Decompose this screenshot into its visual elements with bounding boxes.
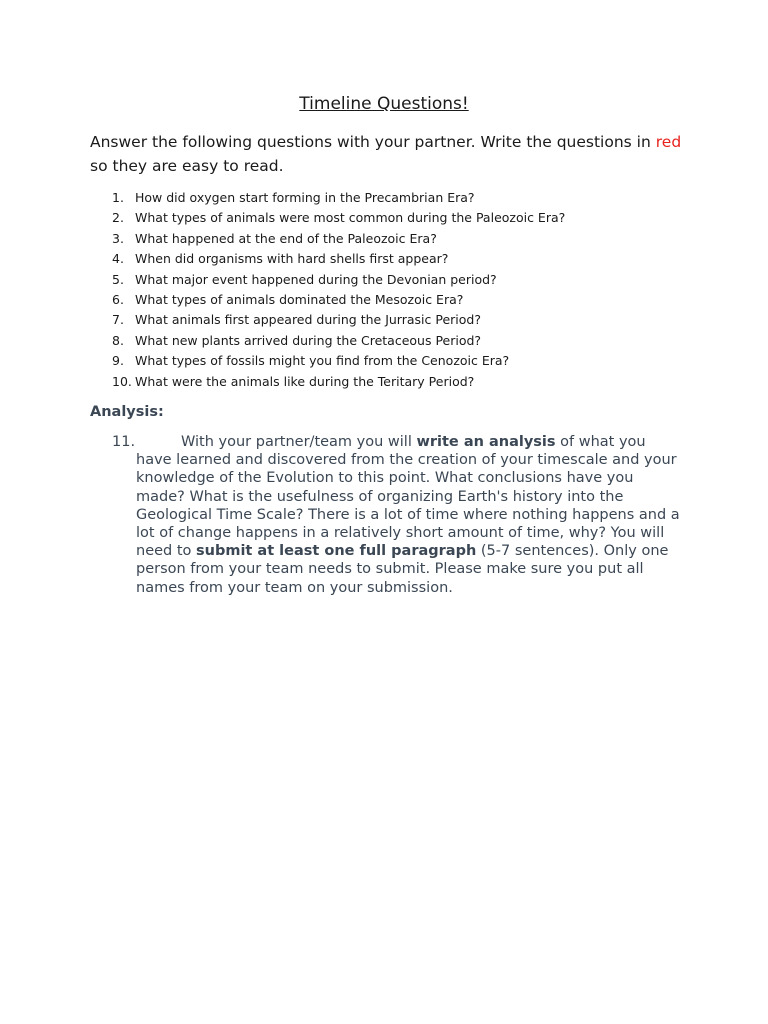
question-text: What types of animals dominated the Mesozoic Era? <box>135 291 464 307</box>
list-item <box>112 270 692 290</box>
question-text: How did oxygen start forming in the Precambrian Era? <box>135 190 475 205</box>
list-item <box>112 208 692 228</box>
analysis-text-part3: (5-7 sentences). Only one person from your team needs to submit. Please make sure you put all names from your team on your submission. <box>136 543 669 596</box>
page-title: Timeline Questions! <box>299 94 469 114</box>
question-text: What new plants arrived during the Cretaceous Period? <box>135 332 482 348</box>
instructions-text-start: Answer the following questions with your partner. Write the questions in <box>90 133 656 151</box>
question-number: 5. <box>112 271 124 287</box>
list-item <box>112 249 692 269</box>
question-text: When did organisms with hard shells first appear? <box>135 251 449 267</box>
analysis-bold-submit: submit at least one full paragraph <box>196 543 477 560</box>
analysis-bold-write: write an analysis <box>416 434 556 450</box>
analysis-heading: Analysis: <box>90 404 164 420</box>
question-number: 8. <box>112 332 124 348</box>
question-number: 10. <box>112 373 132 389</box>
question-text: What types of animals were most common during the Paleozoic Era? <box>135 210 566 226</box>
question-text: What types of fossils might you find from the Cenozoic Era? <box>135 353 510 369</box>
question-number: 4. <box>112 251 124 267</box>
list-item <box>112 351 692 371</box>
question-text: What animals first appeared during the Jurrasic Period? <box>135 312 481 328</box>
instructions-text-end: so they are easy to read. <box>90 157 284 175</box>
question-number: 3. <box>112 230 124 246</box>
analysis-text-part1: With your partner/team you will <box>181 434 417 450</box>
analysis-item <box>112 433 682 597</box>
list-item <box>112 372 692 392</box>
question-number: 1. <box>112 190 124 205</box>
list-item <box>112 310 692 330</box>
list-item <box>112 188 692 208</box>
question-number: 6. <box>112 291 124 307</box>
question-text: What happened at the end of the Paleozoic Era? <box>135 230 437 246</box>
analysis-text-part2: of what you have learned and discovered from the creation of your timescale and your knowledge of the Evolution to this point. What conclusions have you made? What is the usefulness of organizing Earth's history into the Geological Time Scale? There is a lot of time where nothing happens and a lot of change happens in a relatively short amount of time, why? You will need to <box>136 434 680 560</box>
question-number: 2. <box>112 210 124 226</box>
list-item <box>112 290 692 310</box>
question-list <box>112 188 692 392</box>
question-text: What major event happened during the Devonian period? <box>135 271 497 287</box>
red-highlight-word: red <box>655 133 682 151</box>
instructions-paragraph <box>90 130 690 178</box>
question-number: 9. <box>112 353 124 369</box>
question-number: 7. <box>112 312 124 328</box>
question-text: What were the animals like during the Teritary Period? <box>135 373 475 389</box>
list-item <box>112 331 692 351</box>
list-item <box>112 229 692 249</box>
analysis-item-number: 11. <box>112 434 136 450</box>
analysis-paragraph <box>136 433 682 597</box>
